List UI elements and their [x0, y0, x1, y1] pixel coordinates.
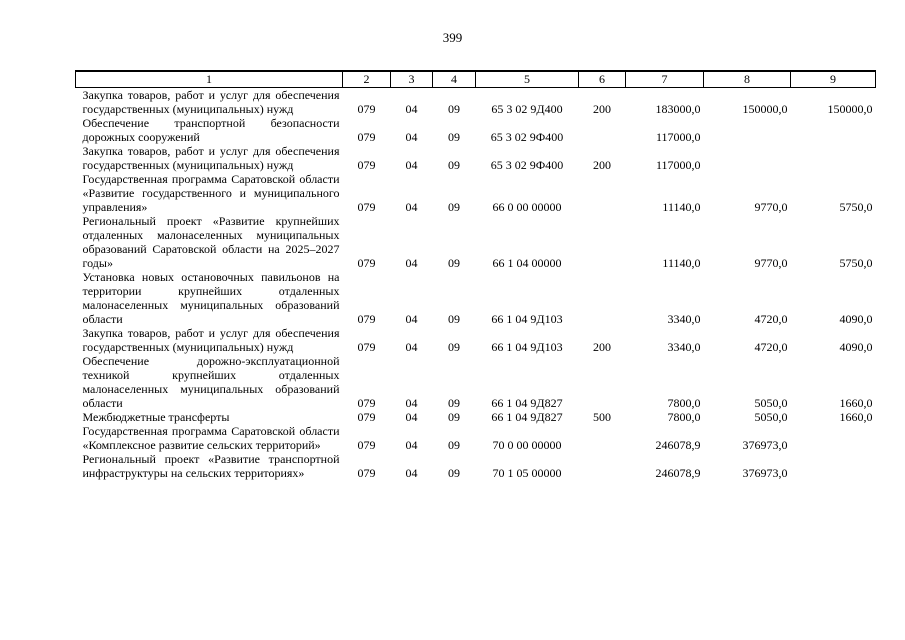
amount-col7-cell: 7800,0	[667, 410, 701, 424]
amount-col8-cell: 5050,0	[754, 410, 788, 424]
expense-type-cell	[579, 172, 626, 214]
grbs-code-cell: 079	[357, 200, 376, 214]
section-code-cell: 04	[405, 158, 418, 172]
column-header: 1	[76, 71, 343, 88]
amount-col7-cell: 246078,9	[655, 466, 701, 480]
target-article-cell: 66 1 04 00000	[492, 256, 562, 270]
amount-col9-cell	[791, 116, 876, 144]
amount-col8-cell: 150000,0	[742, 102, 788, 116]
amount-col7-cell: 7800,0	[667, 396, 701, 410]
budget-table	[75, 70, 876, 480]
description-cell: Закупка товаров, работ и услуг для обеспечения государственных (муниципальных) нужд	[82, 144, 340, 172]
subsection-code-cell: 09	[448, 438, 460, 452]
grbs-code-cell: 079	[357, 340, 376, 354]
grbs-code-cell: 079	[357, 466, 376, 480]
table-row	[76, 214, 876, 270]
expense-type-cell: 200	[593, 340, 611, 354]
amount-col9-cell: 5750,0	[839, 200, 873, 214]
table-row	[76, 354, 876, 410]
expense-type-cell	[579, 424, 626, 452]
section-code-cell: 04	[405, 256, 418, 270]
expense-type-cell: 200	[593, 102, 611, 116]
amount-col7-cell: 117000,0	[655, 130, 701, 144]
description-cell: Обеспечение дорожно-эксплуатационной техникой крупнейших отдаленных малонаселенных муниципальных образований области	[82, 354, 340, 410]
expense-type-cell	[579, 354, 626, 410]
grbs-code-cell: 079	[357, 312, 376, 326]
section-code-cell: 04	[405, 340, 418, 354]
grbs-code-cell: 079	[357, 158, 376, 172]
expense-type-cell	[579, 270, 626, 326]
target-article-cell: 66 1 04 9Д103	[491, 312, 563, 326]
column-header: 9	[791, 71, 876, 88]
section-code-cell: 04	[405, 312, 418, 326]
amount-col9-cell	[791, 144, 876, 172]
subsection-code-cell: 09	[448, 130, 460, 144]
description-cell: Региональный проект «Развитие транспортной инфраструктуры на сельских территориях»	[82, 452, 340, 480]
subsection-code-cell: 09	[448, 340, 460, 354]
amount-col8-cell: 376973,0	[742, 438, 788, 452]
column-header: 2	[343, 71, 391, 88]
amount-col7-cell: 11140,0	[662, 256, 701, 270]
amount-col7-cell: 117000,0	[655, 158, 701, 172]
section-code-cell: 04	[405, 130, 418, 144]
amount-col9-cell	[791, 452, 876, 480]
target-article-cell: 65 3 02 9Д400	[491, 102, 563, 116]
grbs-code-cell: 079	[357, 410, 376, 424]
amount-col7-cell: 3340,0	[667, 340, 701, 354]
amount-col9-cell: 4090,0	[839, 340, 873, 354]
description-cell: Региональный проект «Развитие крупнейших отдаленных малонаселенных муниципальных образований Саратовской области на 2025–2027 годы»	[82, 214, 340, 270]
grbs-code-cell: 079	[357, 256, 376, 270]
target-article-cell: 70 0 00 00000	[492, 438, 562, 452]
table-row	[76, 144, 876, 172]
section-code-cell: 04	[405, 438, 418, 452]
table-row	[76, 88, 876, 117]
amount-col9-cell: 150000,0	[827, 102, 873, 116]
amount-col7-cell: 246078,9	[655, 438, 701, 452]
subsection-code-cell: 09	[448, 158, 460, 172]
grbs-code-cell: 079	[357, 438, 376, 452]
section-code-cell: 04	[405, 102, 418, 116]
amount-col8-cell: 9770,0	[754, 256, 788, 270]
target-article-cell: 65 3 02 9Ф400	[490, 130, 564, 144]
amount-col8-cell	[704, 116, 791, 144]
section-code-cell: 04	[405, 410, 418, 424]
amount-col9-cell: 4090,0	[839, 312, 873, 326]
column-header: 7	[626, 71, 704, 88]
column-header: 5	[476, 71, 579, 88]
grbs-code-cell: 079	[357, 396, 376, 410]
column-header: 3	[391, 71, 433, 88]
amount-col7-cell: 11140,0	[662, 200, 701, 214]
table-row	[76, 326, 876, 354]
section-code-cell: 04	[405, 200, 418, 214]
target-article-cell: 66 1 04 9Д103	[491, 340, 563, 354]
table-row	[76, 270, 876, 326]
amount-col9-cell	[791, 424, 876, 452]
expense-type-cell	[579, 214, 626, 270]
header-row	[76, 71, 876, 88]
section-code-cell: 04	[405, 396, 418, 410]
subsection-code-cell: 09	[448, 396, 460, 410]
subsection-code-cell: 09	[448, 466, 460, 480]
description-cell: Обеспечение транспортной безопасности дорожных сооружений	[82, 116, 340, 144]
page-number: 399	[442, 30, 463, 45]
expense-type-cell	[579, 452, 626, 480]
table-row	[76, 116, 876, 144]
amount-col9-cell: 1660,0	[839, 396, 873, 410]
table-row	[76, 424, 876, 452]
description-cell: Государственная программа Саратовской области «Развитие государственного и муниципального управления»	[82, 172, 340, 214]
expense-type-cell: 200	[593, 158, 611, 172]
amount-col8-cell: 5050,0	[754, 396, 788, 410]
description-cell: Закупка товаров, работ и услуг для обеспечения государственных (муниципальных) нужд	[82, 88, 340, 116]
amount-col8-cell	[704, 144, 791, 172]
column-header: 8	[704, 71, 791, 88]
target-article-cell: 66 1 04 9Д827	[491, 396, 563, 410]
subsection-code-cell: 09	[448, 410, 460, 424]
amount-col9-cell: 1660,0	[839, 410, 873, 424]
amount-col7-cell: 183000,0	[655, 102, 701, 116]
description-cell: Установка новых остановочных павильонов на территории крупнейших отдаленных малонаселенных муниципальных образований области	[82, 270, 340, 326]
table-row	[76, 452, 876, 480]
expense-type-cell: 500	[593, 410, 611, 424]
target-article-cell: 66 1 04 9Д827	[491, 410, 563, 424]
table-body	[76, 88, 876, 481]
column-header: 4	[433, 71, 476, 88]
amount-col8-cell: 4720,0	[754, 312, 788, 326]
column-header: 6	[579, 71, 626, 88]
description-cell: Межбюджетные трансферты	[82, 410, 230, 424]
target-article-cell: 70 1 05 00000	[492, 466, 562, 480]
amount-col7-cell: 3340,0	[667, 312, 701, 326]
amount-col8-cell: 4720,0	[754, 340, 788, 354]
amount-col8-cell: 376973,0	[742, 466, 788, 480]
table-row	[76, 410, 876, 424]
target-article-cell: 65 3 02 9Ф400	[490, 158, 564, 172]
subsection-code-cell: 09	[448, 200, 460, 214]
description-cell: Закупка товаров, работ и услуг для обеспечения государственных (муниципальных) нужд	[82, 326, 340, 354]
table-header	[76, 71, 876, 88]
subsection-code-cell: 09	[448, 102, 460, 116]
table-row	[76, 172, 876, 214]
subsection-code-cell: 09	[448, 312, 460, 326]
expense-type-cell	[579, 116, 626, 144]
grbs-code-cell: 079	[357, 102, 376, 116]
amount-col8-cell: 9770,0	[754, 200, 788, 214]
amount-col9-cell: 5750,0	[839, 256, 873, 270]
target-article-cell: 66 0 00 00000	[492, 200, 562, 214]
grbs-code-cell: 079	[357, 130, 376, 144]
description-cell: Государственная программа Саратовской области «Комплексное развитие сельских территорий»	[82, 424, 340, 452]
section-code-cell: 04	[405, 466, 418, 480]
subsection-code-cell: 09	[448, 256, 460, 270]
